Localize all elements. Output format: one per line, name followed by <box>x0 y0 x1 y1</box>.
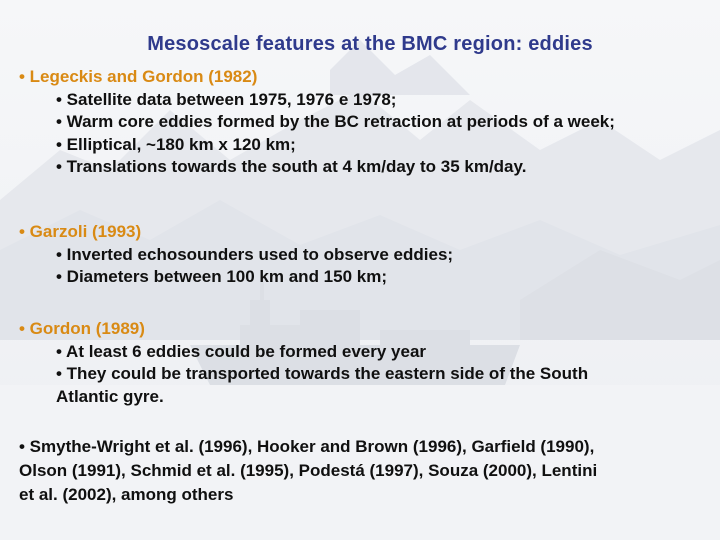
bullet-item: • Translations towards the south at 4 km/day to 35 km/day. <box>56 157 527 176</box>
section-garzoli <box>19 221 709 289</box>
bullet-item: • They could be transported towards the eastern side of the South <box>56 364 589 383</box>
bullet-item: • Warm core eddies formed by the BC retraction at periods of a week; <box>56 112 615 131</box>
section-references <box>19 435 709 507</box>
slide-title: Mesoscale features at the BMC region: eddies <box>147 33 593 55</box>
reference-line: • Smythe-Wright et al. (1996), Hooker and Brown (1996), Garfield (1990), <box>19 437 595 456</box>
section-heading: • Legeckis and Gordon (1982) <box>19 67 258 86</box>
bullet-item: • Inverted echosounders used to observe eddies; <box>56 244 454 264</box>
bullet-item-continuation: Atlantic gyre. <box>56 386 164 406</box>
bullet-item: • Elliptical, ~180 km x 120 km; <box>56 134 296 154</box>
section-gordon <box>19 318 709 408</box>
bullet-item: • Satellite data between 1975, 1976 e 1978; <box>56 89 397 109</box>
bullet-item: • Diameters between 100 km and 150 km; <box>56 267 387 286</box>
bullet-item: • At least 6 eddies could be formed every year <box>56 341 427 361</box>
reference-line: Olson (1991), Schmid et al. (1995), Podestá (1997), Souza (2000), Lentini <box>19 461 598 480</box>
reference-line: et al. (2002), among others <box>19 485 234 504</box>
section-legeckis-gordon <box>19 66 709 179</box>
section-heading: • Gordon (1989) <box>19 319 145 338</box>
section-heading: • Garzoli (1993) <box>19 222 142 241</box>
